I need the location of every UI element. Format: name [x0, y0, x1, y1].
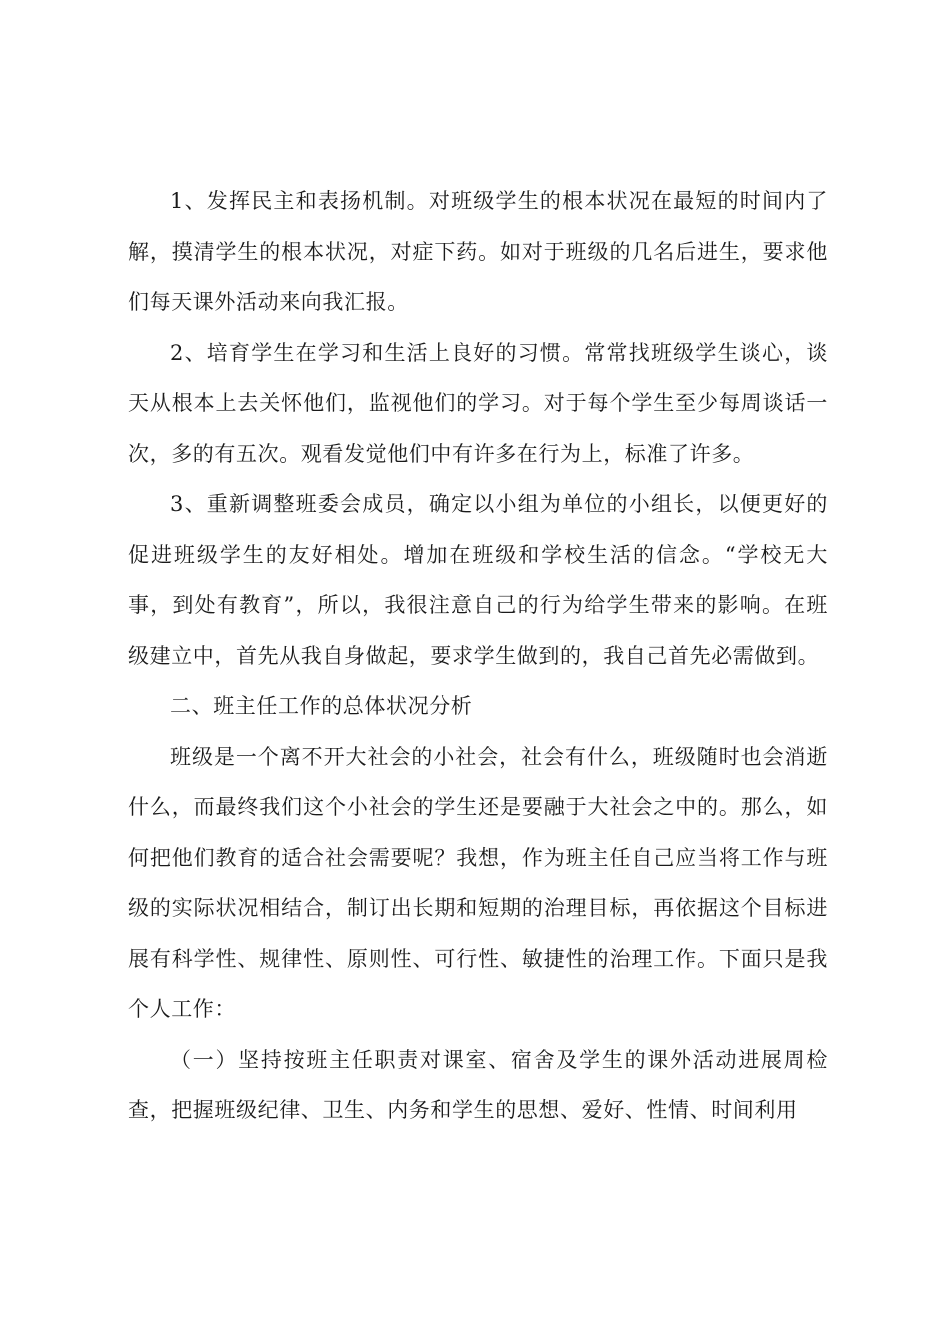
- section-paragraph-2: （一）坚持按班主任职责对课室、宿舍及学生的课外活动进展周检查，把握班级纪律、卫生、内务和学生的思想、爱好、性情、时间利用: [128, 1047, 828, 1122]
- document-body: [128, 176, 828, 1136]
- paragraph-item-1: 1、发挥民主和表扬机制。对班级学生的根本状况在最短的时间内了解，摸清学生的根本状况，对症下药。如对于班级的几名后进生，要求他们每天课外活动来向我汇报。: [128, 189, 828, 314]
- paragraph-item-3: 3、重新调整班委会成员，确定以小组为单位的小组长，以便更好的促进班级学生的友好相处。增加在班级和学校生活的信念。“学校无大事，到处有教育”，所以，我很注意自己的行为给学生带来的影响。在班级建立中，首先从我自身做起，要求学生做到的，我自己首先必需做到。: [128, 492, 828, 668]
- section-heading: 二、班主任工作的总体状况分析: [170, 694, 473, 718]
- section-paragraph-1: 班级是一个离不开大社会的小社会，社会有什么，班级随时也会消逝什么，而最终我们这个小社会的学生还是要融于大社会之中的。那么，如何把他们教育的适合社会需要呢？我想，作为班主任自己应当将工作与班级的实际状况相结合，制订出长期和短期的治理目标，再依据这个目标进展有科学性、规律性、原则性、可行性、敏捷性的治理工作。下面只是我个人工作：: [128, 744, 828, 1021]
- paragraph-item-2: 2、培育学生在学习和生活上良好的习惯。常常找班级学生谈心，谈天从根本上去关怀他们，监视他们的学习。对于每个学生至少每周谈话一次，多的有五次。观看发觉他们中有许多在行为上，标准了许多。: [128, 340, 828, 466]
